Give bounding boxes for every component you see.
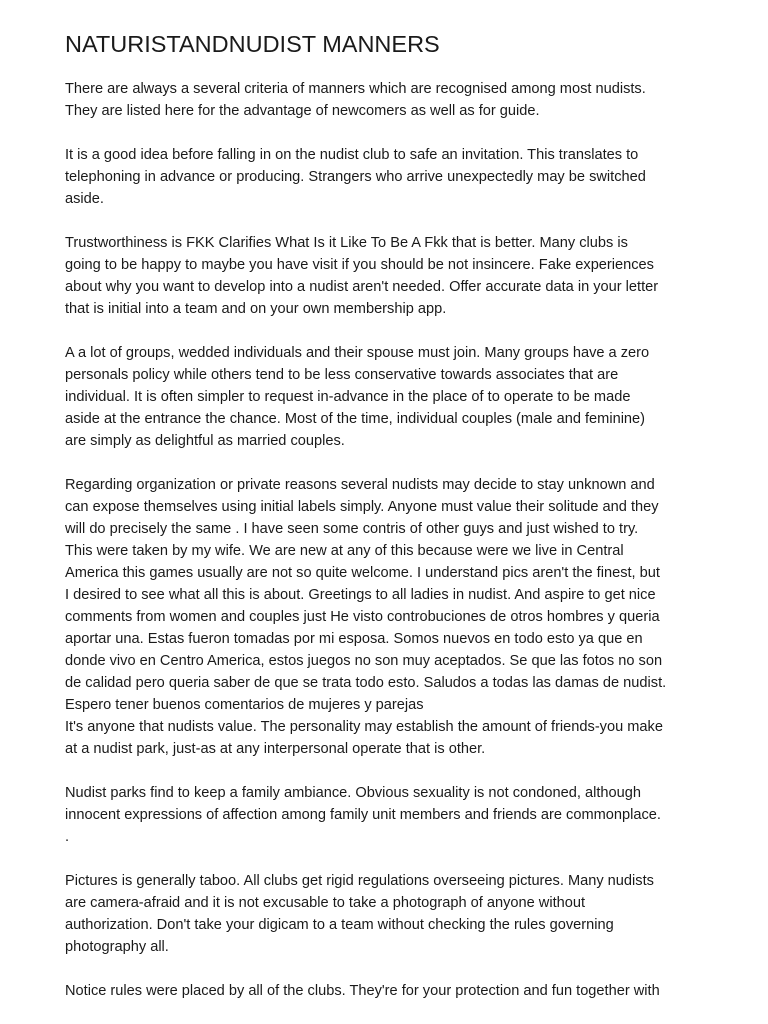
paragraph-trustworthiness: Trustworthiness is FKK Clarifies What Is it Like To Be A Fkk that is better. Many clubs is going to be happy to maybe you have visit if you should be not insincere. Fake experiences about why you want to develop into a nudist aren't needed. Offer accurate data in your letter that is initial into a team and on your own membership app.	[65, 235, 659, 317]
document-page	[65, 30, 715, 1024]
paragraph-pictures: Pictures is generally taboo. All clubs get rigid regulations overseeing pictures. Many nudists are camera-afraid and it is not excusable to take a photograph of anyone without authorization. Don't take your digicam to a team without checking the rules governing photography all.	[65, 873, 654, 955]
paragraph-intro: There are always a several criteria of manners which are recognised among most nudists. They are listed here for the advantage of newcomers as well as for guide.	[65, 81, 646, 119]
paragraph-rules: Notice rules were placed by all of the clubs. They're for your protection and fun together with	[65, 983, 660, 999]
paragraph-invitation: It is a good idea before falling in on the nudist club to safe an invitation. This translates to telephoning in advance or producing. Strangers who arrive unexpectedly may be switched aside.	[65, 147, 646, 207]
page-title: NATURISTANDNUDIST MANNERS	[65, 31, 440, 57]
paragraph-family-ambiance: Nudist parks find to keep a family ambiance. Obvious sexuality is not condoned, although innocent expressions of affection among family unit members and friends are commonplace. .	[65, 785, 661, 845]
paragraph-personality: It's anyone that nudists value. The personality may establish the amount of friends-you make at a nudist park, just-as at any interpersonal operate that is other.	[65, 719, 663, 757]
paragraph-privacy: Regarding organization or private reasons several nudists may decide to stay unknown and can expose themselves using initial labels simply. Anyone must value their solitude and they will do precisely the same . I have seen some contris of other guys and just wished to try. This were taken by my wife. We are new at any of this because were we live in Central America this games usually are not so quite welcome. I understand pics aren't the finest, but I desired to see what all this is about. Greetings to all ladies in nudist. And aspire to get nice comments from women and couples just He visto controbuciones de otros hombres y queria aportar una. Estas fueron tomadas por mi esposa. Somos nuevos en todo esto ya que en donde vivo en Centro America, estos juegos no son muy aceptados. Se que las fotos no son de calidad pero queria saber de que se trata todo esto. Saludos a todas las damas de nudist. Espero tener buenos comentarios de mujeres y parejas	[65, 477, 667, 713]
paragraph-couples: A a lot of groups, wedded individuals and their spouse must join. Many groups have a zero personals policy while others tend to be less conservative towards associates that are individual. It is often simpler to request in-advance in the place of to operate to be made aside at the entrance the chance. Most of the time, individual couples (male and feminine) are simply as delightful as married couples.	[65, 345, 650, 449]
